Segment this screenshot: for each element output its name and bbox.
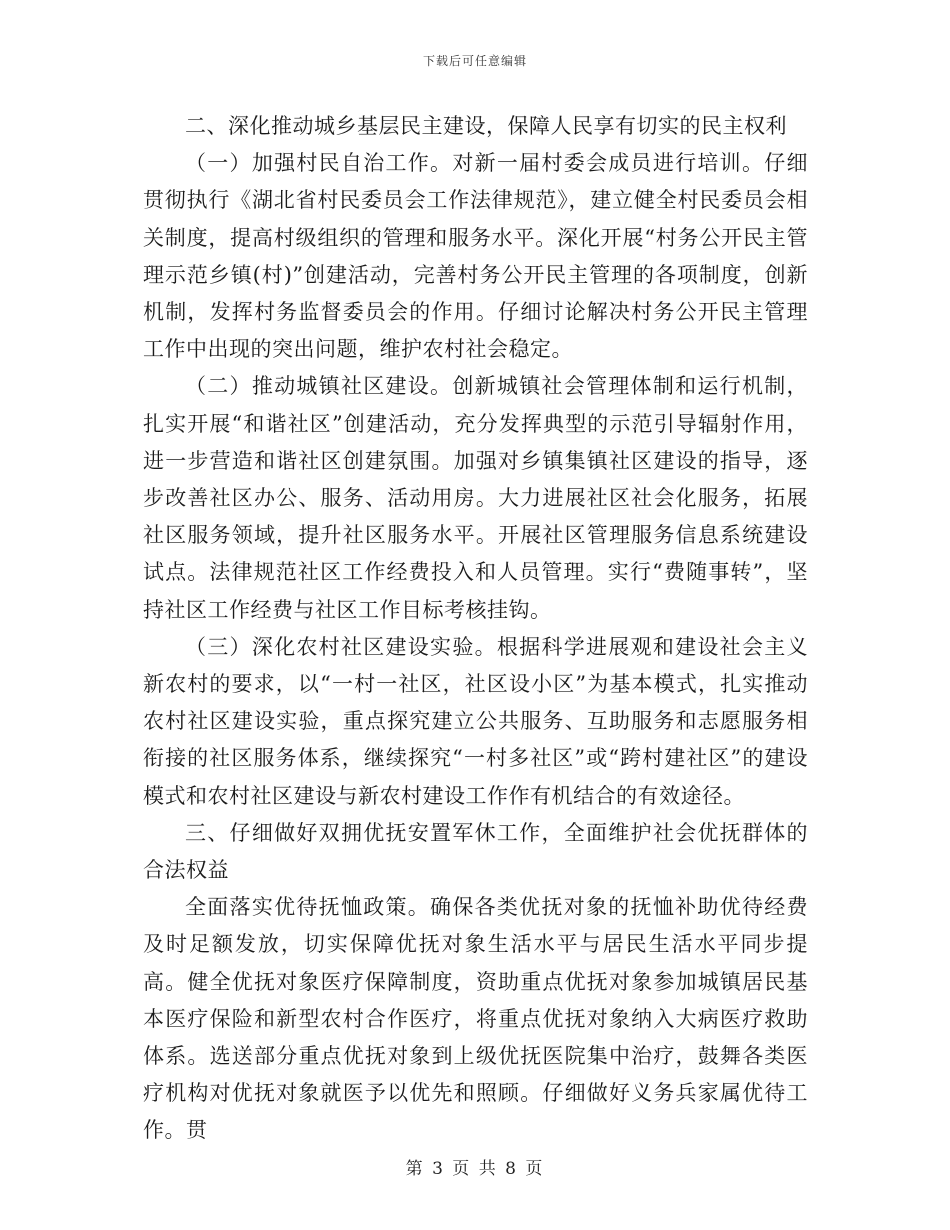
footer-total-pages: 8 bbox=[505, 1159, 518, 1179]
footer-mid1: 页 bbox=[452, 1159, 472, 1179]
footer-suffix: 页 bbox=[525, 1159, 545, 1179]
section-heading-three: 三、仔细做好双拥优抚安置军休工作，全面维护社会优抚群体的合法权益 bbox=[143, 820, 808, 883]
header-note: 下载后可任意编辑 bbox=[422, 54, 527, 68]
footer-prefix: 第 bbox=[405, 1159, 425, 1179]
footer-mid2: 共 bbox=[478, 1159, 498, 1179]
paragraph-urban-community: （二）推动城镇社区建设。创新城镇社会管理体制和运行机制，扎实开展“和谐社区”创建活动，充分发挥典型的示范引导辐射作用，进一步营造和谐社区创建氛围。加强对乡镇集镇社区建设的指导，逐步改善社区办公、服务、活动用房。大力进展社区社会化服务，拓展社区服务领域，提升社区服务水平。开展社区管理服务信息系统建设试点。法律规范社区工作经费投入和人员管理。实行“费随事转”，坚持社区工作经费与社区工作目标考核挂钩。 bbox=[143, 374, 808, 622]
footer-current-page: 3 bbox=[432, 1159, 445, 1179]
paragraph-rural-community: （三）深化农村社区建设实验。根据科学进展观和建设社会主义新农村的要求，以“一村一社区，社区设小区”为基本模式，扎实推动农村社区建设实验，重点探究建立公共服务、互助服务和志愿服务相衔接的社区服务体系，继续探究“一村多社区”或“跨村建社区”的建设模式和农村社区建设与新农村建设工作作有机结合的有效途径。 bbox=[143, 634, 808, 808]
paragraph-preferential-policy: 全面落实优待抚恤政策。确保各类优抚对象的抚恤补助优待经费及时足额发放，切实保障优抚对象生活水平与居民生活水平同步提高。健全优抚对象医疗保障制度，资助重点优抚对象参加城镇居民基本医疗保险和新型农村合作医疗，将重点优抚对象纳入大病医疗救助体系。选送部分重点优抚对象到上级优抚医院集中治疗，鼓舞各类医疗机构对优抚对象就医予以优先和照顾。仔细做好义务兵家属优待工作。贯 bbox=[143, 895, 808, 1143]
page-footer bbox=[0, 1154, 950, 1179]
paragraph-villager-autonomy: （一）加强村民自治工作。对新一届村委会成员进行培训。仔细贯彻执行《湖北省村民委员会工作法律规范》，建立健全村民委员会相关制度，提高村级组织的管理和服务水平。深化开展“村务公开民主管理示范乡镇(村)”创建活动，完善村务公开民主管理的各项制度，创新机制，发挥村务监督委员会的作用。仔细讨论解决村务公开民主管理工作中出现的突出问题，维护农村社会稳定。 bbox=[143, 151, 808, 362]
document-body bbox=[143, 108, 808, 1150]
section-heading-two: 二、深化推动城乡基层民主建设，保障人民享有切实的民主权利 bbox=[185, 114, 787, 138]
